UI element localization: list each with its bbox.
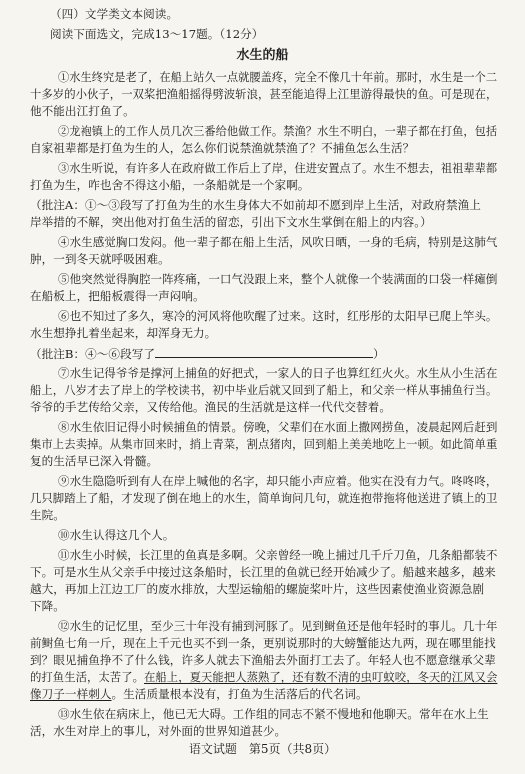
annotation-a-line: （批注A：①～③段写了打鱼为生的水生身体大不如前却不愿到岸上生活，对政府禁渔上 — [30, 198, 481, 212]
paragraph-line: 活，水生对岸上的事儿，对外面的世界知道甚少。 — [30, 724, 287, 738]
paragraph-line: ⑨水生隐隐听到有人在岸上喊他的名字，却只能小声应着。他实在没有力气。咚咚咚， — [58, 474, 498, 488]
paragraph-line — [30, 687, 368, 702]
annotation-b-line — [30, 346, 385, 362]
paragraph-line: 几只脚踏上了船，才发现了倒在地上的水生，简单询问几句，就连抱带拖将他送进了镇上的卫 — [30, 491, 498, 505]
paragraph-line: ⑥也不知过了多久，寒冷的河风将他吹醒了过来。这时，红彤彤的太阳早已爬上竿头。 — [58, 309, 498, 323]
paragraph-line: ⑧水生依旧记得小时候捕鱼的情景。傍晚，父辈们在水面上撒网捞鱼，凌晨起网后赶到 — [58, 420, 498, 434]
paragraph-line: ⑬水生依在病床上，他已无大碍。工作组的同志不紧不慢地和他聊天。常年在水上生 — [58, 707, 489, 721]
paragraph-line: 前鲥鱼七角一斤，现在上千元也买不到一条，更别说那时的大螃蟹能达九两，现在哪里能找 — [30, 636, 496, 650]
paragraph-text: 的打鱼生活，太苦了。 — [30, 670, 145, 684]
paragraph-line: 水生想挣扎着坐起来，却浑身无力。 — [30, 326, 217, 340]
paragraph-line: 在船板上，把船板震得一声闷响。 — [30, 289, 205, 303]
paragraph-line: ④水生感觉胸口发闷。他一辈子都在船上生活，风吹日晒，一身的毛病，特别是这肺气 — [58, 235, 498, 249]
annotation-b-suffix: ） — [373, 347, 385, 361]
paragraph-line: ⑤他突然觉得胸腔一阵疼痛，一口气没跟上来，整个人就像一个装满面的口袋一样瘫倒 — [58, 272, 498, 286]
page-footer: 语文试题 第5页（共8页） — [188, 742, 337, 756]
paragraph-line: 肿，一到冬天就呼吸困难。 — [30, 252, 170, 266]
paragraph-line: 下降。 — [30, 599, 65, 613]
paragraph-line: 船上，八岁才去了岸上的学校读书，初中毕业后就又回到了船上，和父亲一样从事捕鱼行当。 — [30, 383, 498, 397]
paragraph-text: 。生活质量根本没有，打鱼为生活落后的代名词。 — [111, 687, 368, 701]
section-heading: （四）文学类文本阅读。 — [50, 7, 179, 21]
answer-blank[interactable] — [155, 346, 373, 358]
paragraph-line: 下。可是水生从父亲手中接过这条船时，长江里的鱼就已经开始减少了。船越来越多，越来 — [30, 565, 496, 579]
paragraph-line — [30, 670, 497, 685]
paragraph-line: ⑫水生的记忆里，至少三十年没有捕到河豚了。见到鲥鱼还是他年轻时的事儿。几十年 — [58, 619, 498, 633]
paragraph-line: 越大，再加上江边工厂的废水排放，大型运输船的螺旋桨叶片，这些因素使渔业资源急剧 — [30, 582, 485, 596]
paragraph-line: 到？眼见捕鱼挣不了什么钱，许多人就去下渔船去外面打工去了。年轻人也不愿意继承父辈 — [30, 653, 496, 667]
paragraph-line: 复的生活早已深入骨髓。 — [30, 454, 159, 468]
paragraph-line: 自家祖辈都是打鱼为生的人，怎么你们说禁渔就禁渔了？不捕鱼怎么生活？ — [30, 141, 415, 155]
paragraph-line: ⑩水生认得这几个人。 — [58, 528, 175, 542]
paragraph-line: ①水生终究是老了，在船上站久一点就腰盖疼，完全不像几十年前。那时，水生是一个二 — [58, 70, 498, 84]
paragraph-line: 他不能出江打鱼了。 — [30, 104, 135, 118]
reading-instruction: 阅读下面选文，完成13～17题。（12分） — [50, 27, 264, 41]
paragraph-line: ②龙袍镇上的工作人员几次三番给他做工作。禁渔？水生不明白，一辈子都在打鱼，包括 — [58, 124, 498, 138]
paragraph-line: 十多岁的小伙子，一双桨把渔船摇得劈波斩浪，甚至能追得上江里游得最快的鱼。可是现在， — [30, 87, 498, 101]
paragraph-line: 爷爷的手艺传给父亲，又传给他。渔民的生活就是这样一代代交替着。 — [30, 400, 391, 414]
passage-title: 水生的船 — [236, 48, 289, 63]
paragraph-line: ⑦水生记得爷爷是撑河上捕鱼的好把式，一家人的日子也算红红火火。水生从小生活在 — [58, 366, 498, 380]
paragraph-line: 打鱼为生，咋也舍不得这小船，一条船就是一个家啊。 — [30, 178, 310, 192]
underlined-sentence: 像刀子一样刺人 — [30, 687, 112, 701]
annotation-b-prefix: （批注B：④～⑥段写了 — [30, 347, 156, 361]
paragraph-line: ③水生听说，有许多人在政府做工作后上了岸，住进安置点了。水生不想去，祖祖辈辈都 — [58, 161, 498, 175]
underlined-sentence: 在船上，夏天能把人蒸熟了，还有数不清的虫叮蚊咬，冬天的江风又会 — [144, 670, 498, 684]
annotation-a-line: 岸举措的不解，突出他对打鱼生活的留恋，引出下文水生掌倒在船上的内容。） — [30, 215, 432, 229]
paragraph-line: 生院。 — [30, 508, 65, 522]
paragraph-line: ⑪水生小时候，长江里的鱼真是多啊。父亲曾经一晚上捕过几千斤刀鱼，几条船都装不 — [58, 548, 498, 562]
paragraph-line: 集市上去卖掉。从集市回来时，捎上青菜，割点猪肉，回到船上美美地吃上一顿。如此简单重 — [30, 437, 498, 451]
